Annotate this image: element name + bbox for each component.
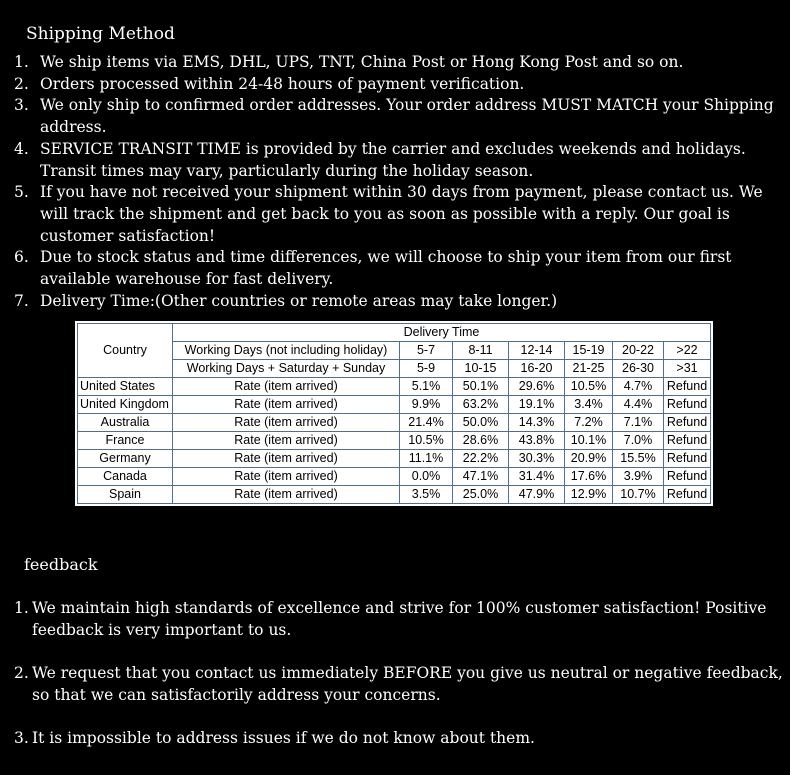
table-row — [78, 378, 711, 396]
rate-cell: 3.5% — [400, 486, 453, 504]
shipping-item — [14, 74, 786, 96]
table-row — [78, 414, 711, 432]
table-cell: 8-11 — [453, 342, 509, 360]
shipping-item — [14, 52, 786, 74]
working-days-weekend-row — [78, 360, 711, 378]
table-cell: 26-30 — [613, 360, 664, 378]
item-text: We request that you contact us immediately BEFORE you give us neutral or negative feedback, so that we can satisfactorily address your concerns. — [32, 664, 783, 704]
country-cell: Australia — [78, 414, 173, 432]
table-row — [78, 396, 711, 414]
country-cell: United Kingdom — [78, 396, 173, 414]
item-text: We ship items via EMS, DHL, UPS, TNT, China Post or Hong Kong Post and so on. — [40, 53, 684, 71]
rate-cell: 50.0% — [453, 414, 509, 432]
country-cell: United States — [78, 378, 173, 396]
rate-cell: 19.1% — [509, 396, 565, 414]
rate-cell: Refund — [664, 414, 711, 432]
rate-cell: 7.0% — [613, 432, 664, 450]
row-label: Working Days (not including holiday) — [173, 342, 400, 360]
rate-cell: 14.3% — [509, 414, 565, 432]
rate-label-cell: Rate (item arrived) — [173, 414, 400, 432]
rate-cell: 25.0% — [453, 486, 509, 504]
country-header: Country — [78, 324, 173, 378]
table-row — [78, 432, 711, 450]
item-number: 3. — [14, 96, 29, 115]
working-days-row — [78, 342, 711, 360]
rate-cell: Refund — [664, 468, 711, 486]
feedback-item — [14, 728, 789, 750]
rate-cell: 10.1% — [565, 432, 613, 450]
item-text: If you have not received your shipment within 30 days from payment, please contact us. We will track the shipment and get back to you as soon as possible with a reply. Our goal is customer satisfaction! — [40, 183, 763, 245]
item-number: 3. — [14, 729, 29, 747]
item-number: 1. — [14, 53, 29, 71]
shipping-item — [14, 139, 786, 182]
shipping-item — [14, 247, 786, 290]
rate-label-cell: Rate (item arrived) — [173, 486, 400, 504]
item-number: 5. — [14, 183, 29, 202]
rate-cell: 7.2% — [565, 414, 613, 432]
rate-cell: 0.0% — [400, 468, 453, 486]
table-cell: 16-20 — [509, 360, 565, 378]
row-label: Working Days + Saturday + Sunday — [173, 360, 400, 378]
item-text: Orders processed within 24-48 hours of payment verification. — [40, 74, 525, 93]
rate-cell: 31.4% — [509, 468, 565, 486]
item-number: 2. — [14, 74, 29, 93]
rate-cell: 63.2% — [453, 396, 509, 414]
rate-cell: 11.1% — [400, 450, 453, 468]
table-cell: 15-19 — [565, 342, 613, 360]
table-cell: 20-22 — [613, 342, 664, 360]
rate-cell: Refund — [664, 486, 711, 504]
rate-cell: 21.4% — [400, 414, 453, 432]
shipping-method-title: Shipping Method — [26, 24, 175, 44]
item-text: SERVICE TRANSIT TIME is provided by the carrier and excludes weekends and holidays. Transit times may vary, particularly during the holiday season. — [40, 139, 746, 180]
rate-cell: 10.7% — [613, 486, 664, 504]
rate-cell: 50.1% — [453, 378, 509, 396]
rate-cell: 30.3% — [509, 450, 565, 468]
rate-label-cell: Rate (item arrived) — [173, 432, 400, 450]
table-cell: >22 — [664, 342, 711, 360]
table-cell: 5-9 — [400, 360, 453, 378]
item-number: 2. — [14, 664, 29, 682]
rate-cell: 10.5% — [400, 432, 453, 450]
rate-cell: 3.4% — [565, 396, 613, 414]
item-number: 7. — [14, 291, 29, 310]
table-row — [78, 486, 711, 504]
item-text: Due to stock status and time differences, we will choose to ship your item from our first available warehouse for fast delivery. — [40, 248, 732, 289]
table-cell: >31 — [664, 360, 711, 378]
rate-cell: 22.2% — [453, 450, 509, 468]
table-header-row — [78, 324, 711, 342]
rate-cell: Refund — [664, 450, 711, 468]
rate-cell: 17.6% — [565, 468, 613, 486]
shipping-item — [14, 95, 786, 138]
country-cell: Canada — [78, 468, 173, 486]
delivery-time-table — [77, 323, 711, 504]
feedback-item — [14, 598, 789, 641]
table-row — [78, 450, 711, 468]
shipping-method-list — [14, 52, 786, 312]
rate-cell: Refund — [664, 432, 711, 450]
rate-cell: 5.1% — [400, 378, 453, 396]
rate-cell: 7.1% — [613, 414, 664, 432]
country-cell: France — [78, 432, 173, 450]
rate-cell: 10.5% — [565, 378, 613, 396]
rate-cell: Refund — [664, 378, 711, 396]
table-cell: 21-25 — [565, 360, 613, 378]
rate-cell: 29.6% — [509, 378, 565, 396]
country-cell: Germany — [78, 450, 173, 468]
rate-cell: 43.8% — [509, 432, 565, 450]
feedback-title: feedback — [24, 555, 98, 574]
rate-label-cell: Rate (item arrived) — [173, 450, 400, 468]
delivery-time-header: Delivery Time — [173, 324, 711, 342]
rate-cell: 9.9% — [400, 396, 453, 414]
rate-cell: 47.9% — [509, 486, 565, 504]
rate-label-cell: Rate (item arrived) — [173, 378, 400, 396]
rate-cell: Refund — [664, 396, 711, 414]
feedback-item — [14, 663, 789, 706]
item-number: 4. — [14, 139, 29, 158]
shipping-item — [14, 291, 786, 313]
item-text: It is impossible to address issues if we do not know about them. — [32, 729, 535, 747]
rate-cell: 4.7% — [613, 378, 664, 396]
rate-cell: 4.4% — [613, 396, 664, 414]
shipping-item — [14, 182, 786, 247]
item-text: Delivery Time:(Other countries or remote areas may take longer.) — [40, 291, 558, 310]
table-cell: 5-7 — [400, 342, 453, 360]
country-cell: Spain — [78, 486, 173, 504]
item-text: We only ship to confirmed order addresses. Your order address MUST MATCH your Shipping address. — [40, 96, 774, 137]
table-cell: 12-14 — [509, 342, 565, 360]
rate-cell: 3.9% — [613, 468, 664, 486]
rate-cell: 15.5% — [613, 450, 664, 468]
rate-cell: 12.9% — [565, 486, 613, 504]
rate-label-cell: Rate (item arrived) — [173, 468, 400, 486]
rate-cell: 28.6% — [453, 432, 509, 450]
item-text: We maintain high standards of excellence and strive for 100% customer satisfaction! Positive feedback is very important to us. — [32, 599, 767, 639]
rate-label-cell: Rate (item arrived) — [173, 396, 400, 414]
item-number: 1. — [14, 599, 29, 617]
rate-cell: 47.1% — [453, 468, 509, 486]
rate-cell: 20.9% — [565, 450, 613, 468]
item-number: 6. — [14, 248, 29, 267]
table-cell: 10-15 — [453, 360, 509, 378]
delivery-time-table-wrapper — [75, 321, 713, 506]
table-row — [78, 468, 711, 486]
